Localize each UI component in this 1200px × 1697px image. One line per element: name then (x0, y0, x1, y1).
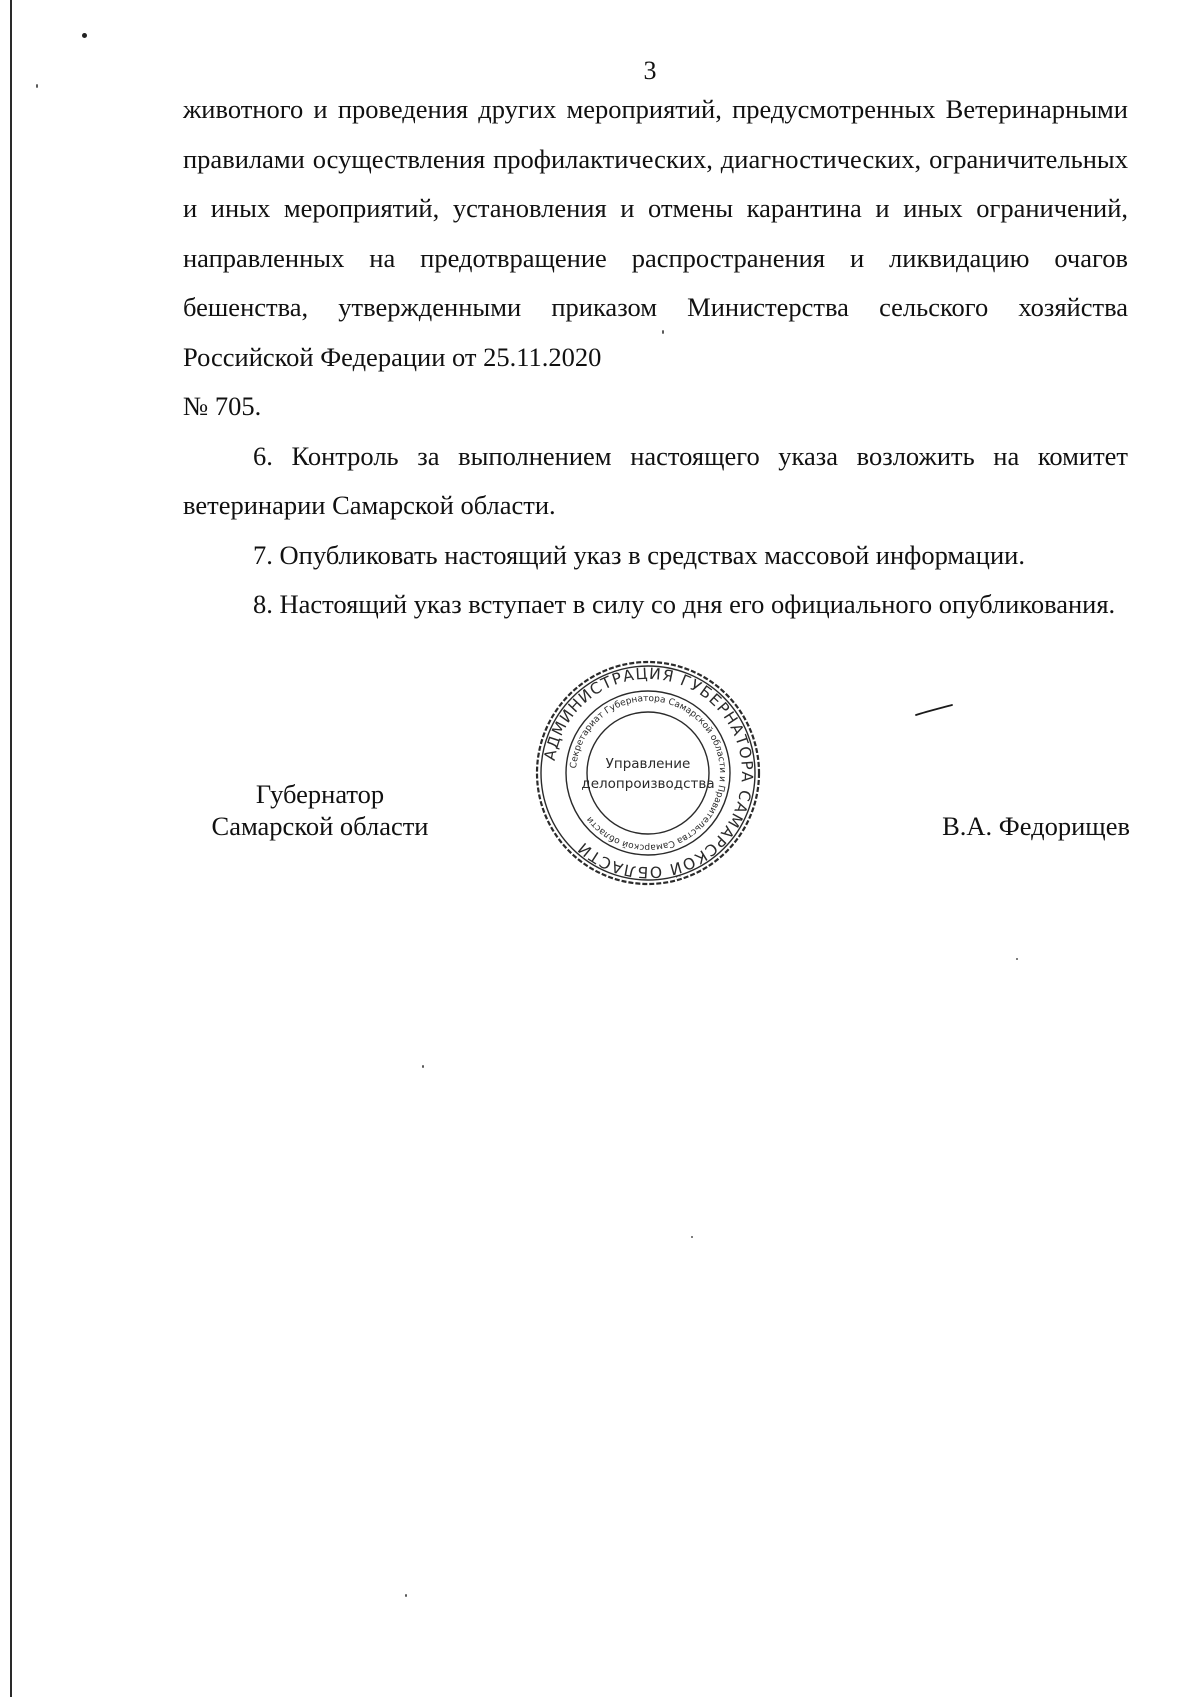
scan-speck (36, 84, 38, 88)
signatory-position (180, 778, 460, 842)
paragraph-continuation-end: № 705. (183, 391, 262, 421)
stamp-center-line1: Управление (605, 756, 691, 772)
signatory-position-line2: Самарской области (211, 811, 429, 841)
scan-speck (691, 1236, 693, 1238)
item-6: 6. Контроль за выполнением настоящего указа возложить на комитет ветеринарии Самарской области. (183, 440, 1128, 520)
item-7: 7. Опубликовать настоящий указ в средствах массовой информации. (253, 539, 1025, 570)
scan-edge (10, 0, 12, 1697)
scan-speck (422, 1065, 424, 1068)
scan-speck (405, 1594, 407, 1597)
official-seal-stamp (533, 658, 763, 888)
stamp-inner-text: Секретариат Губернатора Самарской области и Правительства Самарской области (569, 693, 728, 853)
item-8: 8. Настоящий указ вступает в силу со дня его официального опубликования. (253, 589, 1116, 619)
scan-speck (82, 33, 87, 38)
page-number: 3 (643, 56, 657, 85)
document-body (183, 85, 1128, 630)
scan-speck (1016, 958, 1018, 960)
stamp-outer-text: АДМИНИСТРАЦИЯ ГУБЕРНАТОРА САМАРСКОЙ ОБЛАСТИ (540, 664, 757, 882)
handwritten-signature (915, 703, 953, 717)
signatory-name: В.А. Федорищев (942, 811, 1130, 841)
svg-text:Секретариат Губернатора Самарс (569, 694, 727, 852)
stamp-center-line2: делопроизводства (581, 776, 715, 792)
signatory-position-line1: Губернатор (255, 779, 385, 809)
paragraph-continuation: животного и проведения других мероприятий, предусмотренных Ветеринарными правилами осуществления профилактических, диагностических, ограничительных и иных мероприятий, установления и отмены карантина и иных ограничений, направленных на предотвращение распространения и ликвидацию очагов бешенства, утвержденными приказом Министерства сельского хозяйства Российской Федерации от 25.11.2020 (183, 94, 1128, 372)
